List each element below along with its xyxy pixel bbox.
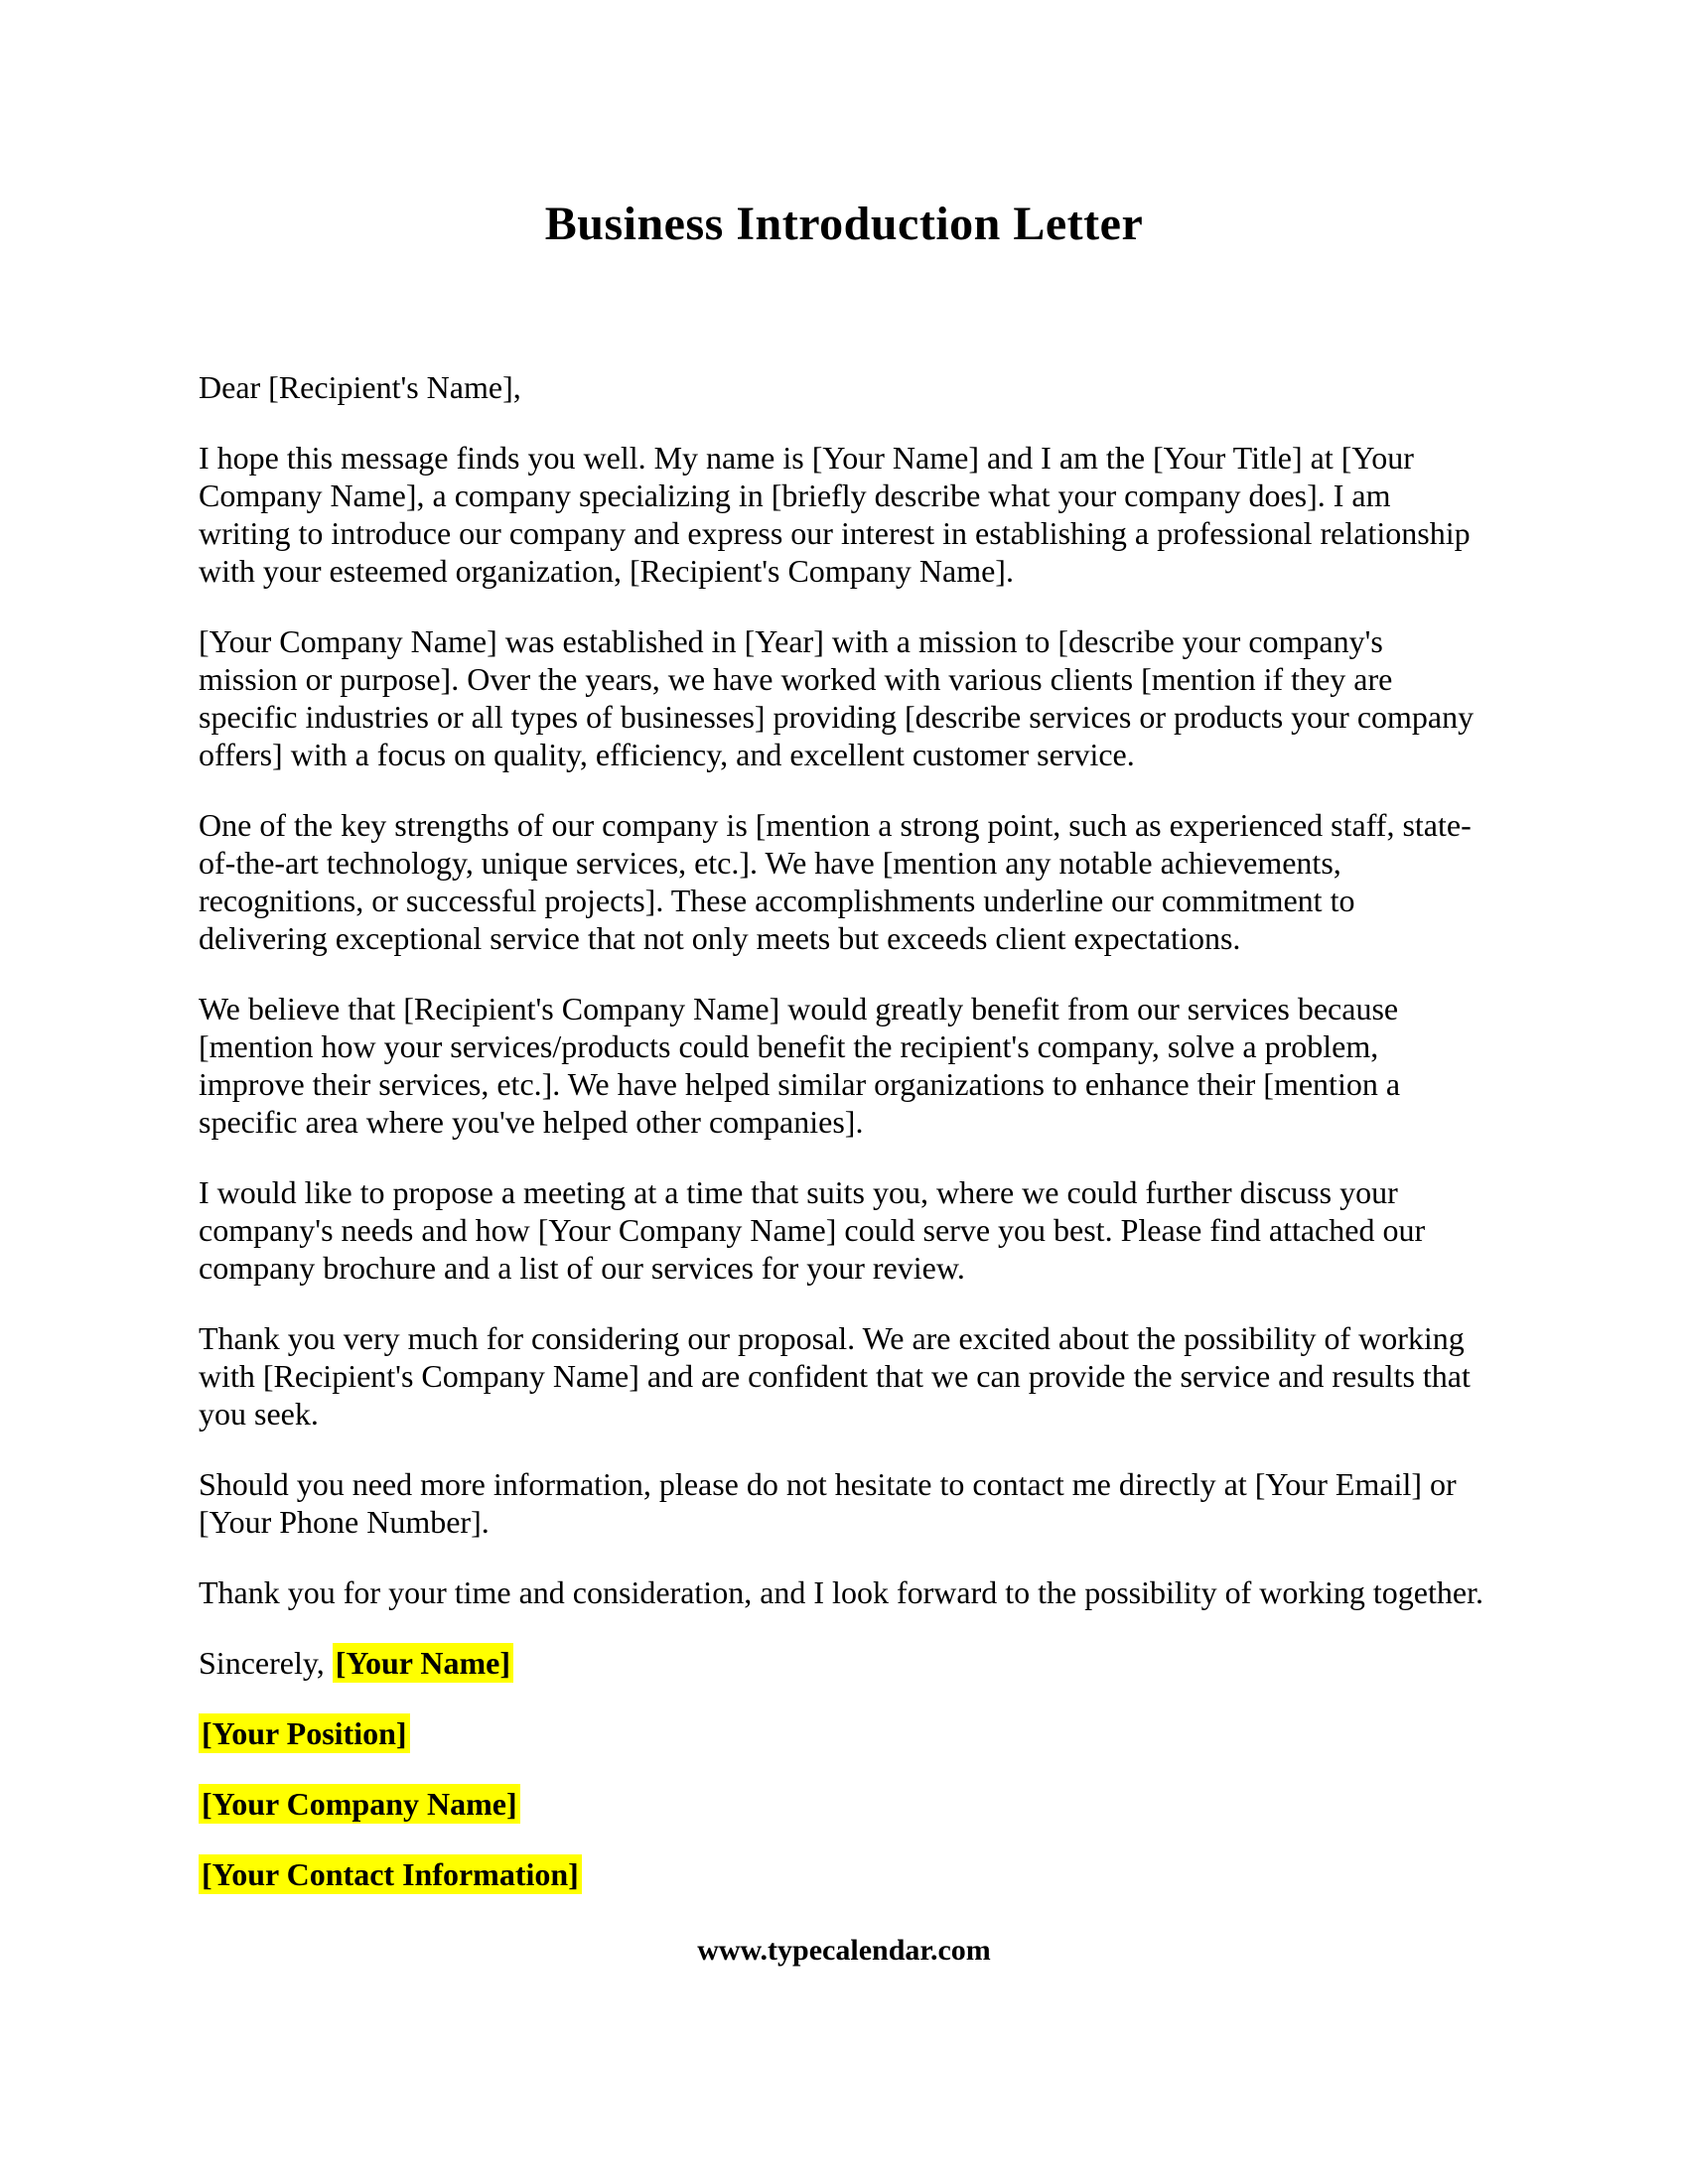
contact-information-placeholder: [Your Contact Information] <box>199 1854 582 1894</box>
page-title: Business Introduction Letter <box>544 198 1144 250</box>
closing-line <box>199 1644 1489 1682</box>
letter-paragraph-benefits: We believe that [Recipient's Company Name] would greatly benefit from our services because [mention how your services/products could benefit the recipient's company, solve a problem, improve their services, etc.]. We have helped similar organizations to enhance their [mention a specific area where you've helped other companies]. <box>199 991 1401 1140</box>
letter-paragraph-final-thanks: Thank you for your time and consideration, and I look forward to the possibility of working together. <box>199 1574 1483 1610</box>
company-name-placeholder: [Your Company Name] <box>199 1784 520 1824</box>
signature-company-line <box>199 1785 1489 1823</box>
signature-contact-line <box>199 1855 1489 1893</box>
letter-paragraph-meeting-proposal: I would like to propose a meeting at a time that suits you, where we could further discuss your company's needs and how [Your Company Name] could serve you best. Please find attached our company brochure and a list of our services for your review. <box>199 1174 1426 1286</box>
website-footer: www.typecalendar.com <box>697 1934 991 1967</box>
letter-paragraph-thanks-proposal: Thank you very much for considering our proposal. We are excited about the possibility of working with [Recipient's Company Name] and are confident that we can provide the service and results that you seek. <box>199 1320 1471 1432</box>
letter-paragraph-intro: I hope this message finds you well. My name is [Your Name] and I am the [Your Title] at [Your Company Name], a company specializing in [briefly describe what your company does]. I am writing to introduce our company and express our interest in establishing a professional relationship with your esteemed organization, [Recipient's Company Name]. <box>199 440 1471 589</box>
position-placeholder: [Your Position] <box>199 1713 410 1753</box>
letter-paragraph-contact-info: Should you need more information, please do not hesitate to contact me directly at [Your Email] or [Your Phone Number]. <box>199 1466 1457 1540</box>
letter-paragraph-company-history: [Your Company Name] was established in [Year] with a mission to [describe your company's mission or purpose]. Over the years, we have worked with various clients [mention if they are specific industries or all types of businesses] providing [describe services or products your company offers] with a focus on quality, efficiency, and excellent customer service. <box>199 623 1475 772</box>
salutation: Dear [Recipient's Name], <box>199 369 521 405</box>
signature-position-line <box>199 1714 1489 1752</box>
letter-paragraph-strengths: One of the key strengths of our company is [mention a strong point, such as experienced staff, state-of-the-art technology, unique services, etc.]. We have [mention any notable achievements, recognitions, or successful projects]. These accomplishments underline our commitment to delivering exceptional service that not only meets but exceeds client expectations. <box>199 807 1472 956</box>
closing-prefix: Sincerely, <box>199 1645 333 1681</box>
closing-name-placeholder: [Your Name] <box>333 1643 513 1683</box>
